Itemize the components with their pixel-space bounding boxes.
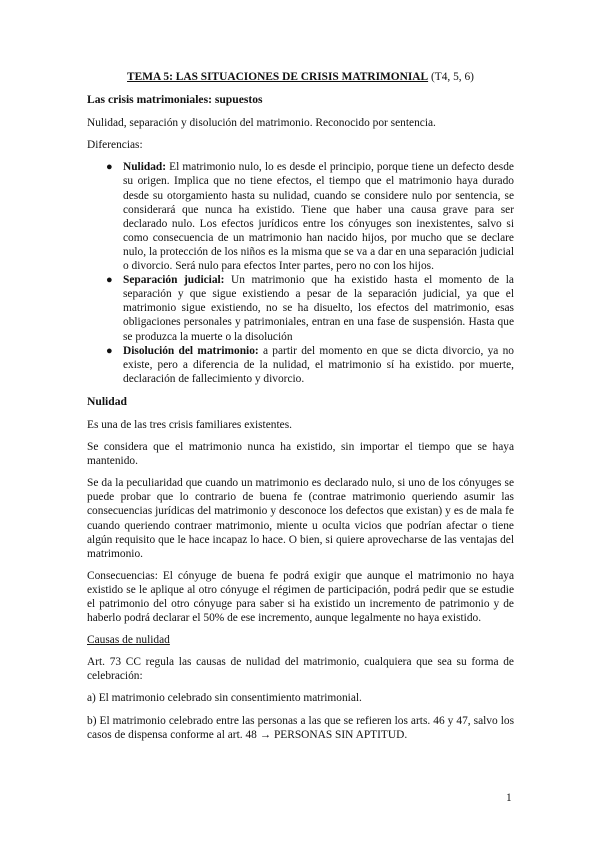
bullet-icon: ● <box>106 274 113 287</box>
causes-heading: Causas de nulidad <box>87 634 170 647</box>
paragraph: b) El matrimonio celebrado entre las personas a las que se refieren los arts. 46 y 47, salvo los casos de dispensa conforme al art. 48 → PERSONAS SIN APTITUD. <box>87 714 514 741</box>
consequences-paragraph: Consecuencias: El cónyuge de buena fe podrá exigir que aunque el matrimonio no haya existido se le aplique al otro cónyuge el régimen de participación, podrá pedir que se estudie el patrimonio del otro cónyuge para saber si ha existido un incremento de patrimonio y de haberlo podrá declarar el 50% de ese incremento, aunque legalmente no haya existido. <box>87 569 514 625</box>
document-title <box>87 70 514 84</box>
paragraph: Art. 73 CC regula las causas de nulidad del matrimonio, cualquiera que sea su forma de celebración: <box>87 656 514 683</box>
bullet-text: a partir del momento en que se dicta divorcio, ya no existe, pero a diferencia de la nulidad, el matrimonio sí ha existido. por muerte, declaración de fallecimiento y divorcio. <box>123 344 514 385</box>
list-item-nulidad <box>106 160 514 273</box>
bullet-text: Un matrimonio que ha existido hasta el momento de la separación y que sigue existiendo a pesar de la separación judicial, ya que el matrimonio sigue existiendo, no se ha disuelto, los efectos del matrimonio, esas obligaciones personales y patrimoniales, entran en una fase de suspensión. Hasta que se produzca la muerte o la disolución <box>123 274 514 343</box>
bullet-icon: ● <box>106 161 113 174</box>
list-item-separacion <box>106 273 514 343</box>
title-suffix: (T4, 5, 6) <box>428 71 474 83</box>
bullet-icon: ● <box>106 344 113 357</box>
paragraph: Se considera que el matrimonio nunca ha existido, sin importar el tiempo que se haya mantenido. <box>87 441 514 468</box>
paragraph: a) El matrimonio celebrado sin consentimiento matrimonial. <box>87 692 362 705</box>
bullet-text: El matrimonio nulo, lo es desde el principio, porque tiene un defecto desde su origen. Implica que no tiene efectos, el tiempo que el matrimonio haya durado desde su otorgamiento hasta su nulidad, cuando se considere nulo por sentencia, se considerará que nunca ha existido. Tiene que haber una causa grave para ser declarado nulo. Los efectos jurídicos entre los cónyuges son inexistentes, salvo si como consecuencia de un matrimonio han nacido hijos, por mucho que se declare nulo, la protección de los niños es la misma que se va a dar en una separación judicial o divorcio. Será nulo para efectos Inter partes, pero no con los hijos. <box>123 161 514 273</box>
bullet-term: Disolución del matrimonio: <box>123 344 259 357</box>
differences-label: Diferencias: <box>87 139 143 152</box>
differences-list <box>87 160 514 386</box>
bullet-term: Separación judicial: <box>123 274 225 287</box>
document-body <box>87 70 514 750</box>
paragraph: Es una de las tres crisis familiares existentes. <box>87 418 292 431</box>
intro-paragraph: Nulidad, separación y disolución del matrimonio. Reconocido por sentencia. <box>87 117 436 130</box>
section-heading-nulidad: Nulidad <box>87 394 127 408</box>
section-heading-crisis: Las crisis matrimoniales: supuestos <box>87 93 263 107</box>
page-number: 1 <box>506 792 512 804</box>
bullet-term: Nulidad: <box>123 161 167 174</box>
paragraph: Se da la peculiaridad que cuando un matrimonio es declarado nulo, si uno de los cónyuges se puede probar que lo contrario de buena fe (contrae matrimonio queriendo asumir las consecuencias jurídicas del matrimonio y desconoce los defectos que existan) y es de mala fe cuando queriendo contraer matrimonio, miente u oculta vicios que podrían afectar o tiene algún requisito que le hace incapaz lo hace. O bien, si quiere aprovecharse de las ventajas del matrimonio. <box>87 477 514 560</box>
title-main: TEMA 5: LAS SITUACIONES DE CRISIS MATRIMONIAL <box>127 71 429 83</box>
list-item-disolucion <box>106 344 514 386</box>
